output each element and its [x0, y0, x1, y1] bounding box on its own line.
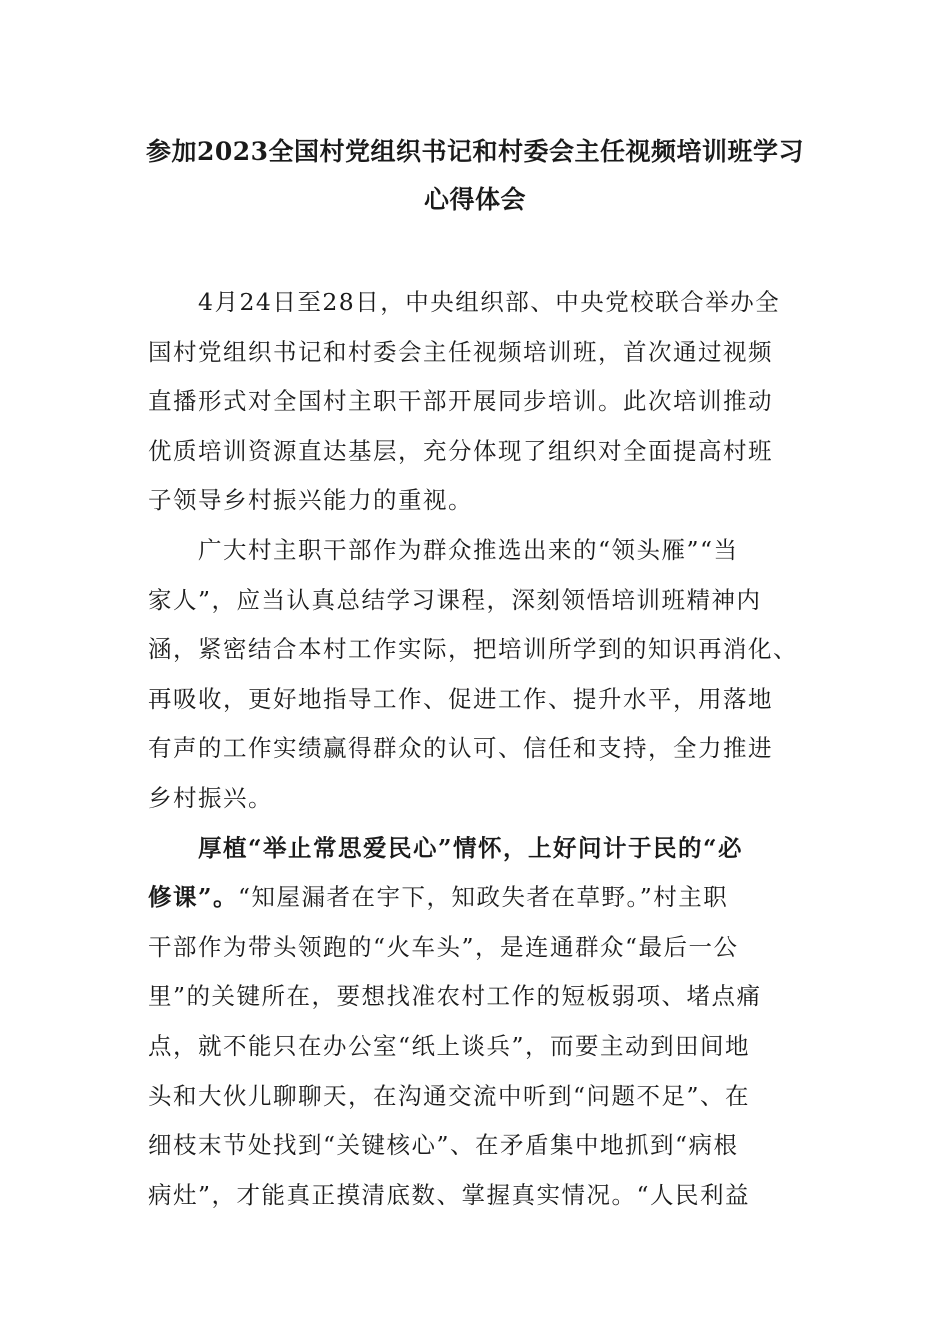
text-line: 涵，紧密结合本村工作实际，把培训所学到的知识再消化、 — [148, 635, 798, 664]
title-line: 参加2023全国村党组织书记和村委会主任视频培训班学习 — [145, 137, 805, 166]
text-line: 优质培训资源直达基层，充分体现了组织对全面提高村班 — [148, 436, 773, 465]
text-line: 有声的工作实绩赢得群众的认可、信任和支持，全力推进 — [148, 734, 773, 763]
text-line: 病灶”，才能真正摸清底数、掌握真实情况。“人民利益 — [148, 1180, 751, 1209]
document-title — [120, 128, 830, 224]
text-line: 头和大伙儿聊聊天，在沟通交流中听到“问题不足”、在 — [148, 1081, 751, 1110]
text-line: 4月24日至28日，中央组织部、中央党校联合举办全 — [198, 288, 781, 316]
text-run: “知屋漏者在宇下，知政失者在草野。”村主职 — [238, 883, 729, 912]
section-heading: 厚植“举止常思爱民心”情怀，上好问计于民的“必 — [198, 833, 744, 862]
text-line: 子领导乡村振兴能力的重视。 — [148, 486, 473, 515]
text-line: 广大村主职干部作为群众推选出来的“领头雁”“当 — [198, 535, 739, 564]
text-line: 国村党组织书记和村委会主任视频培训班，首次通过视频 — [148, 337, 773, 366]
text-line: 再吸收，更好地指导工作、促进工作、提升水平，用落地 — [148, 684, 773, 713]
text-line: 点，就不能只在办公室“纸上谈兵”，而要主动到田间地 — [148, 1031, 751, 1060]
title-line: 心得体会 — [423, 185, 526, 214]
paragraph-3 — [148, 824, 808, 1221]
section-heading-end: 修课”。 — [148, 883, 239, 912]
paragraph-2 — [148, 526, 808, 824]
text-line — [148, 873, 808, 923]
text-line — [148, 824, 808, 874]
text-line: 家人”，应当认真总结学习课程，深刻领悟培训班精神内 — [148, 585, 762, 614]
paragraph-1 — [148, 278, 808, 526]
text-line: 直播形式对全国村主职干部开展同步培训。此次培训推动 — [148, 387, 773, 416]
text-line: 细枝末节处找到“关键核心”、在矛盾集中地抓到“病根 — [148, 1131, 739, 1160]
document-body — [148, 278, 808, 1220]
text-line: 里”的关键所在，要想找准农村工作的短板弱项、堵点痛 — [148, 982, 762, 1011]
text-line: 干部作为带头领跑的“火车头”，是连通群众“最后一公 — [148, 932, 739, 961]
text-line: 乡村振兴。 — [148, 783, 273, 812]
